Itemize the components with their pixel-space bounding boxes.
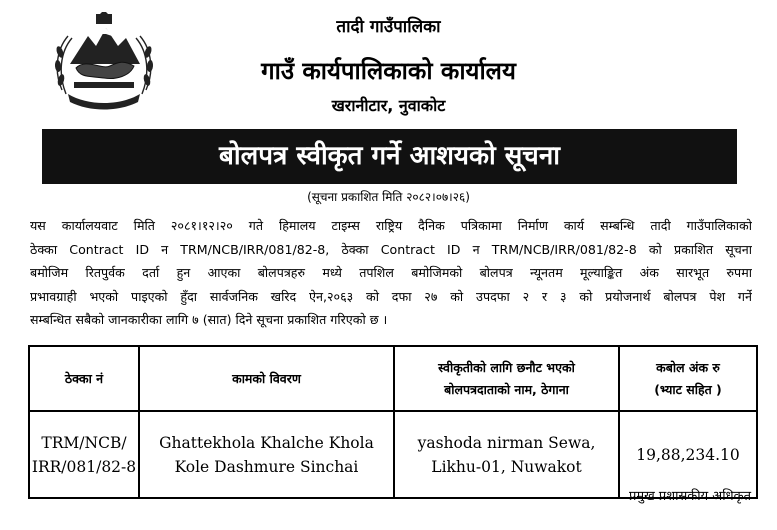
body-line: यस कार्यालयवाट मिति २०८१।१२।२० गते हिमालय टाइम्स राष्ट्रिय दैनिक पत्रिकामा निर्माण कार्य सम्बन्धि तादी गाउँपालिकाको xyxy=(30,218,752,233)
contract-no-line2: IRR/081/82-8 xyxy=(31,457,137,476)
cell-bidder xyxy=(394,411,619,498)
table-header-row xyxy=(29,346,757,411)
bidder-line2: Likhu-01, Nuwakot xyxy=(431,457,582,476)
notice-title-banner: बोलपत्र स्वीकृत गर्ने आशयको सूचना xyxy=(42,129,737,184)
description-line1: Ghattekhola Khalche Khola xyxy=(159,433,374,452)
municipality-name: तादी गाउँपालिका xyxy=(336,17,441,37)
cell-amount xyxy=(619,411,757,498)
body-line: प्रभावग्राही भएको पाइएको हुँदा सार्वजनिक खरिद ऐन,२०६३ को दफा २७ को उपदफा २ र ३ को प्रयोजनार्थ बोलपत्र पेश गर्ने xyxy=(30,288,752,304)
header-amount-line2: (भ्याट सहित ) xyxy=(654,381,722,397)
body-line: सम्बन्धित सबैको जानकारीका लागि ७ (सात) दिने सूचना प्रकाशित गरिएको छ । xyxy=(30,312,388,327)
body-line: ठेक्का Contract ID न TRM/NCB/IRR/081/82-8, ठेक्का Contract ID न TRM/NCB/IRR/081/82-8 को प्रकाशित सूचना xyxy=(30,241,752,257)
amount-value: 19,88,234.10 xyxy=(636,445,740,464)
header-description-label: कामको विवरण xyxy=(232,370,301,386)
body-line: बमोजिम रितपुर्वक दर्ता हुन आएका बोलपत्रहरु मध्ये तपशिल बमोजिमको बोलपत्र न्यूनतम मूल्याङ्कित अंक सारभूत रुपमा xyxy=(30,265,752,280)
header-bidder-line1: स्वीकृतीको लागि छनौट भएको xyxy=(438,359,575,375)
office-name: गाउँ कार्यपालिकाको कार्यालय xyxy=(261,57,516,85)
header-contract-no xyxy=(29,346,139,411)
header-bidder xyxy=(394,346,619,411)
bidder-line1: yashoda nirman Sewa, xyxy=(417,433,596,452)
signature-title: प्रमुख प्रशासकीय अधिकृत xyxy=(628,489,751,504)
cell-contract-no xyxy=(29,411,139,498)
header-amount xyxy=(619,346,757,411)
description-line2: Kole Dashmure Sinchai xyxy=(174,457,359,476)
header-contract-no-label: ठेक्का नं xyxy=(64,370,104,386)
table-row xyxy=(29,411,757,498)
cell-description xyxy=(139,411,394,498)
header-amount-line1: कबोल अंक रु xyxy=(656,359,720,375)
publish-date: (सूचना प्रकाशित मिति २०८२।०७।२६) xyxy=(307,190,470,204)
office-address: खरानीटार, नुवाकोट xyxy=(331,96,446,115)
contract-no-line1: TRM/NCB/ xyxy=(41,433,127,452)
bid-table xyxy=(28,345,758,499)
header-description xyxy=(139,346,394,411)
header-bidder-line2: बोलपत्रदाताको नाम, ठेगाना xyxy=(444,381,569,397)
notice-body xyxy=(30,214,752,332)
